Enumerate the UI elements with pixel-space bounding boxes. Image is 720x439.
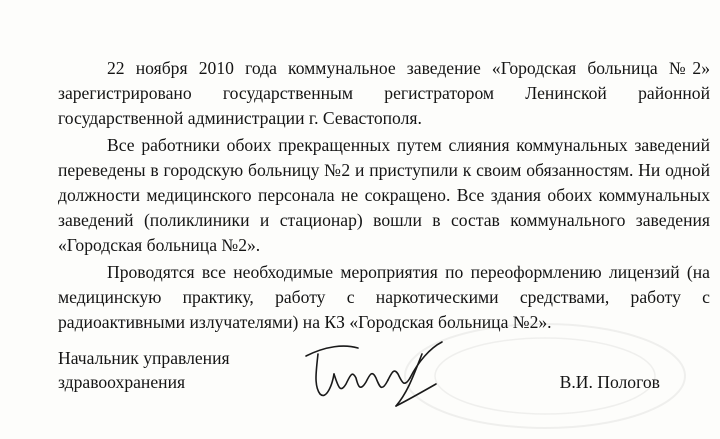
signer-title bbox=[58, 346, 230, 394]
paragraph-registration: 22 ноября 2010 года коммунальное заведение «Городская больница №2» зарегистрировано государственным регистратором Ленинской районной государственной администрации г. Севастополя. bbox=[58, 58, 710, 128]
document-body bbox=[58, 56, 710, 335]
signature-block bbox=[58, 346, 710, 406]
paragraph-licenses: Проводятся все необходимые мероприятия по переоформлению лицензий (на медицинскую практику, работу с наркотическими средствами, работу с радиоактивными излучателями) на КЗ «Городская больница №2». bbox=[58, 262, 710, 332]
handwritten-signature bbox=[296, 334, 456, 412]
paragraph-staff-transfer: Все работники обоих прекращенных путем слияния коммунальных заведений переведены в городскую больницу №2 и приступили к своим обязанностям. Ни одной должности медицинского персонала не сокращено. Все здания обоих коммунальных заведений (поликлиники и стационар) вошли в состав коммунального заведения «Городская больница №2». bbox=[58, 135, 710, 255]
signer-name: В.И. Пологов bbox=[559, 372, 660, 392]
signer-title-line2: здравоохранения bbox=[58, 372, 186, 392]
signer-title-line1: Начальник управления bbox=[58, 348, 230, 368]
